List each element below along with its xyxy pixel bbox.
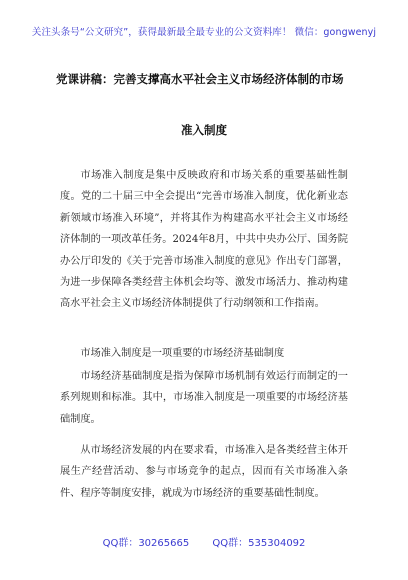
footer-qq-note: QQ群：30265665 QQ群：535304092 [102,538,306,549]
paragraph-4 [60,440,348,504]
paragraph-4-text: 从市场经济发展的内在要求看，市场准入是各类经营主体开展生产经营活动、参与市场竞争的起点，因而有关市场准入条件、程序等制度安排，就成为市场经济的重要基础性制度。 [60,445,348,499]
document-title-line-2: 准入制度 [181,123,227,137]
paragraph-3 [60,366,348,430]
section-heading [60,343,348,364]
paragraph-1-text: 市场准入制度是集中反映政府和市场关系的重要基础性制度。党的二十届三中全会提出“完善市场准入制度，优化新业态新领域市场准入环境”，并将其作为构建高水平社会主义市场经济体制的一项改革任务。2024年8月，中共中央办公厅、国务院办公厅印发的《关于完善市场准入制度的意见》作出专门部署，为进一步保障各类经营主体机会均等、激发市场活力、推动构建高水平社会主义市场经济体制提供了行动纲领和工作指南。 [60,170,348,310]
paragraph-1 [60,165,348,315]
document-title-line-1: 党课讲稿：完善支撑高水平社会主义市场经济体制的市场 [56,72,344,86]
section-heading-text: 市场准入制度是一项重要的市场经济基础制度 [80,348,285,359]
header-promo-note: 关注头条号“公文研究”，获得最新最全最专业的公文资料库！ 微信：gongwenyj [31,27,377,38]
paragraph-3-text: 市场经济基础制度是指为保障市场机制有效运行而制定的一系列规则和标准。其中，市场准入制度是一项重要的市场经济基础制度。 [60,371,348,425]
